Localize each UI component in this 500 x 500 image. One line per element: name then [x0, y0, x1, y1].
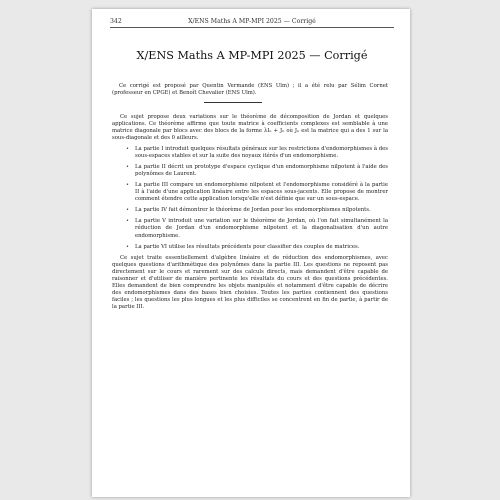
list-item: [126, 218, 388, 239]
bullet-icon: •: [126, 207, 129, 214]
part-description: La partie VI utilise les résultats précédents pour classifier des couples de matrices.: [135, 243, 360, 250]
separator-rule: [204, 102, 262, 103]
conclusion-paragraph: Ce sujet traite essentiellement d'algèbre linéaire et de réduction des endomorphismes, avec quelques questions d'arithmétique des polynômes dans la partie III. Les questions ne reposent pas directement sur le cours et rarement sur des calculs directs, mais demandent d'être capable de raisonner et d'utiliser de manière pertinente les résultats du cours et des questions précédentes. Elles demandent de bien comprendre les objets manipulés et notamment d'être capable de décrire des endomorphismes dans des bases bien choisies. Toutes les parties contiennent des questions faciles ; les questions les plus longues et les plus difficiles se concentrent en fin de partie, à partir de la partie III.: [112, 254, 388, 311]
running-header: [110, 18, 394, 28]
list-item: [126, 181, 388, 203]
part-description: La partie I introduit quelques résultats généraux sur les restrictions d'endomorphismes à des sous-espaces stables et sur la suite des noyaux itérés d'un endomorphisme.: [135, 145, 388, 159]
intro-paragraph: Ce sujet propose deux variations sur le théorème de décomposition de Jordan et quelques applications. Ce théorème affirme que toute matrice à coefficients complexes est semblable à une matrice diagonale par blocs avec des blocs de la forme λIₙ + Jₙ où Jₙ est la matrice qui a des 1 sur la sous-diagonale et des 0 ailleurs.: [112, 114, 388, 142]
document-title: X/ENS Maths A MP-MPI 2025 — Corrigé: [136, 49, 368, 62]
part-description: La partie V introduit une variation sur le théorème de Jordan, où l'on fait simultanément la réduction de Jordan d'un endomorphisme nilpotent et la diagonalisation d'un autre endomorphisme.: [135, 218, 388, 239]
parts-list: [112, 146, 388, 251]
bullet-icon: •: [126, 163, 129, 170]
bullet-icon: •: [126, 218, 129, 225]
list-item: [126, 207, 388, 214]
list-item: [126, 163, 388, 178]
part-description: La partie III compare un endomorphisme nilpotent et l'endomorphisme considéré à la partie II à l'aide d'une application linéaire entre les espaces sous-jacents. Elle propose de montrer comment étendre cette application lorsqu'elle n'est définie que sur un sous-espace.: [135, 181, 388, 203]
list-item: [126, 243, 388, 251]
page-number: 342: [110, 18, 122, 25]
bullet-icon: •: [126, 145, 129, 152]
part-description: La partie IV fait démontrer le théorème de Jordan pour les endomorphismes nilpotents.: [135, 207, 371, 214]
credits-paragraph: Ce corrigé est proposé par Quentin Vermande (ENS Ulm) ; il a été relu par Sélim Cornet (professeur en CPGE) et Benoît Chevalier (ENS Ulm).: [112, 83, 388, 97]
bullet-icon: •: [126, 181, 129, 188]
list-item: [126, 145, 388, 160]
bullet-icon: •: [126, 243, 129, 250]
document-page: [92, 9, 410, 497]
document-body: [112, 83, 388, 311]
running-title: X/ENS Maths A MP-MPI 2025 — Corrigé: [188, 18, 316, 25]
part-description: La partie II décrit un prototype d'espace cyclique d'un endomorphisme nilpotent à l'aide des polynômes de Laurent.: [135, 163, 388, 177]
